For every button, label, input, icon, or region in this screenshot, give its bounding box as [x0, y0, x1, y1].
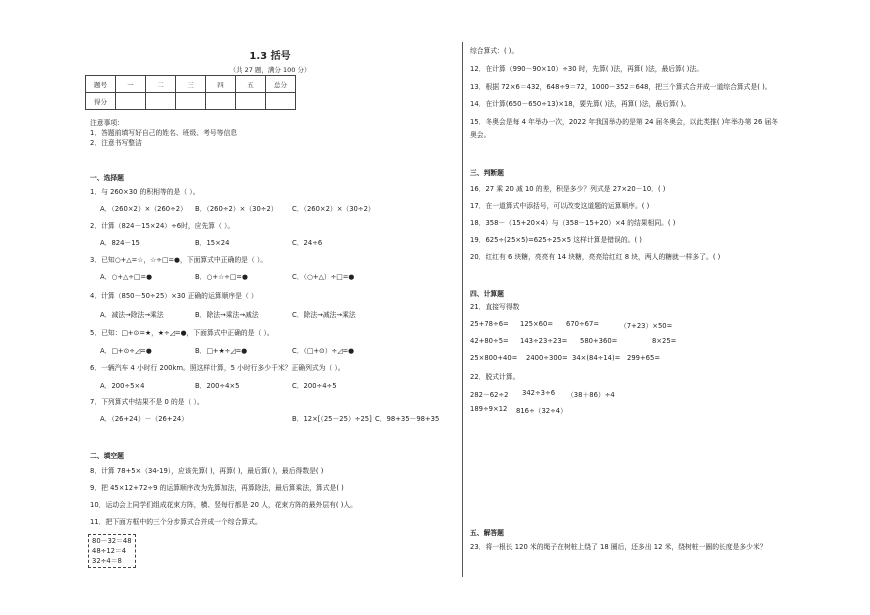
option-c: C．24÷6 [292, 239, 323, 247]
option-c: C．（○+△）÷□=● [292, 273, 355, 281]
column-divider [462, 42, 463, 577]
score-cell[interactable] [176, 93, 206, 110]
question-20: 20．红红有 6 块糖，亮亮有 14 块糖，亮亮给红红 8 块，两人的糖就一样多了。( ) [470, 253, 721, 261]
step-calc-item: 189÷9×12 [470, 405, 508, 413]
step-calc-item: （38＋86）÷4 [567, 391, 615, 399]
option-b: B．除法→乘法→减法 [195, 311, 259, 319]
option-a: A．（26+24）－（26+24） [100, 415, 189, 423]
combined-expression: 综合算式：( )。 [470, 47, 519, 55]
option-b: B．200÷4×5 [195, 382, 240, 390]
step-calc-item: 342÷3÷6 [522, 389, 556, 397]
notice-heading: 注意事项： [90, 119, 124, 127]
table-header-cell: 四 [206, 76, 236, 93]
page-subtitle: （共 27 题，满分 100 分） [229, 66, 311, 74]
question-15-cont: 奥会。 [470, 131, 491, 139]
question-19: 19．625÷(25×5)=625÷25×5 这样计算是错误的。( ) [470, 236, 642, 244]
question-17: 17．在一道算式中添括号，可以改变这道题的运算顺序。( ) [470, 202, 650, 210]
option-a: A．□+⊙÷◿=● [100, 347, 152, 355]
option-b: B．15×24 [195, 239, 230, 247]
option-a: A．200÷5×4 [100, 382, 145, 390]
option-c: C．98+35－98+35 [375, 415, 440, 423]
calc-item: 125×60= [520, 320, 554, 328]
step-calc-item: 816÷（32÷4） [516, 407, 567, 415]
score-cell[interactable] [146, 93, 176, 110]
question-9: 9．把 45×12+72÷9 的运算顺序改为先算加法，再算除法，最后算乘法，算式是( ) [90, 484, 344, 492]
table-header-cell: 一 [116, 76, 146, 93]
section-heading: 二、填空题 [90, 452, 124, 460]
option-c: C．除法→减法→乘法 [292, 311, 356, 319]
table-row-label: 得分 [86, 93, 116, 110]
calc-item: 299+65= [627, 354, 661, 362]
table-header-cell: 题号 [86, 76, 116, 93]
calc-item: 670÷67= [566, 320, 600, 328]
score-cell[interactable] [116, 93, 146, 110]
score-cell[interactable] [236, 93, 266, 110]
question-22: 22．脱式计算。 [470, 373, 520, 381]
notice-item: 2．注意书写整洁 [90, 139, 142, 147]
option-a: A．○+△÷□=● [100, 273, 153, 281]
calc-item: 25×800+40= [470, 354, 518, 362]
calc-item: 2400÷300= [526, 354, 568, 362]
calc-item: 143÷23÷23= [520, 337, 568, 345]
question-6: 6．一辆汽车 4 小时行 200km。照这样计算，5 小时行多少千米？正确列式为（ ）。 [90, 364, 345, 372]
question-10: 10．运动会上同学们组成花束方阵，横、竖每行都是 20 人，花束方阵的最外层有( )人。 [90, 501, 357, 509]
calc-item: 42+80÷5= [470, 337, 509, 345]
calc-item: 25+78÷6= [470, 320, 509, 328]
table-header-cell: 五 [236, 76, 266, 93]
option-c: C．（□+⊙）÷◿=● [292, 347, 355, 355]
option-c: C．200÷4÷5 [292, 382, 337, 390]
question-23: 23．将一根长 120 米的绳子在树桩上绕了 18 圈后，还多出 12 米，绕树桩一圈的长度是多少米？ [470, 543, 767, 551]
notice-item: 1．答题前填写好自己的姓名、班级、考号等信息 [90, 129, 238, 137]
section-heading: 五、解答题 [470, 529, 504, 537]
equation-box [88, 534, 136, 568]
equation-line: 80－32＝48 [92, 537, 132, 545]
score-cell[interactable] [266, 93, 296, 110]
question-2: 2．计算（824－15×24）÷6时，应先算（ ）。 [90, 222, 235, 230]
question-7: 7．下列算式中结果不是 0 的是（ ）。 [90, 398, 204, 406]
score-cell[interactable] [206, 93, 236, 110]
calc-item: （7+23）×50= [620, 322, 673, 330]
question-4: 4．计算（850－50÷25）×30 正确的运算顺序是（ ） [90, 292, 258, 300]
equation-line: 48÷12＝4 [92, 547, 127, 555]
option-c: C．（260×2）×（30÷2） [292, 205, 375, 213]
question-18: 18．358－（15+20×4）与（358－15+20）×4 的结果相同。( ) [470, 219, 676, 227]
question-12: 12．在计算（990－90×10）÷30 时，先算( )法，再算( )法，最后算( )法。 [470, 65, 704, 73]
question-13: 13．根据 72×6＝432，648÷9＝72，1000－352＝648，把三个算式合并成一道综合算式是( )。 [470, 83, 772, 91]
page-title: 1.3 括号 [249, 51, 291, 62]
section-heading: 四、计算题 [470, 290, 504, 298]
option-b: B．□+★÷◿=● [195, 347, 248, 355]
section-heading: 三、判断题 [470, 169, 504, 177]
option-a: A．（260×2）×（260÷2） [100, 205, 187, 213]
question-14: 14．在计算(650－650÷13)×18，要先算( )法，再算( )法，最后算( )。 [470, 100, 691, 108]
table-header-cell: 总分 [266, 76, 296, 93]
question-15: 15．冬奥会是每 4 年举办一次，2022 年我国举办的是第 24 届冬奥会，以此类推( )年举办第 26 届冬 [470, 118, 779, 126]
question-3: 3．已知○+△=☆，☆÷□=●，下面算式中正确的是（ ）。 [90, 256, 268, 264]
table-header-cell: 二 [146, 76, 176, 93]
option-a: A．减法→除法→乘法 [100, 311, 164, 319]
question-16: 16．27 乘 20 减 10 的差，积是多少？列式是 27×20－10．( ) [470, 185, 666, 193]
equation-line: 32÷4＝8 [92, 557, 122, 565]
question-1: 1．与 260×30 的积相等的是（ ）。 [90, 188, 200, 196]
table-row [86, 76, 296, 93]
option-b: B．（260÷2）×（30÷2） [195, 205, 278, 213]
option-a: A．824－15 [100, 239, 140, 247]
calc-item: 8×25= [652, 337, 677, 345]
calc-item: 580+360= [580, 337, 618, 345]
table-row [86, 93, 296, 110]
table-header-cell: 三 [176, 76, 206, 93]
step-calc-item: 282－62÷2 [470, 391, 509, 399]
calc-item: 34×(84÷14)= [572, 354, 621, 362]
question-8: 8．计算 78+5×（34-19），应该先算( )，再算( )，最后算( )，最后得数是( ) [90, 467, 324, 475]
score-table [85, 75, 296, 110]
option-b: B．○+☆÷□=● [195, 273, 248, 281]
section-heading: 一、选择题 [90, 174, 124, 182]
question-5: 5．已知：□+⊙=★，★÷◿=●，下面算式中正确的是（ ）。 [90, 329, 274, 337]
option-b: B．12×[（25－25）÷25] [292, 415, 372, 423]
question-11: 11．把下面方框中的三个分步算式合并成一个综合算式。 [90, 518, 262, 526]
question-21: 21．直接写得数 [470, 303, 520, 311]
